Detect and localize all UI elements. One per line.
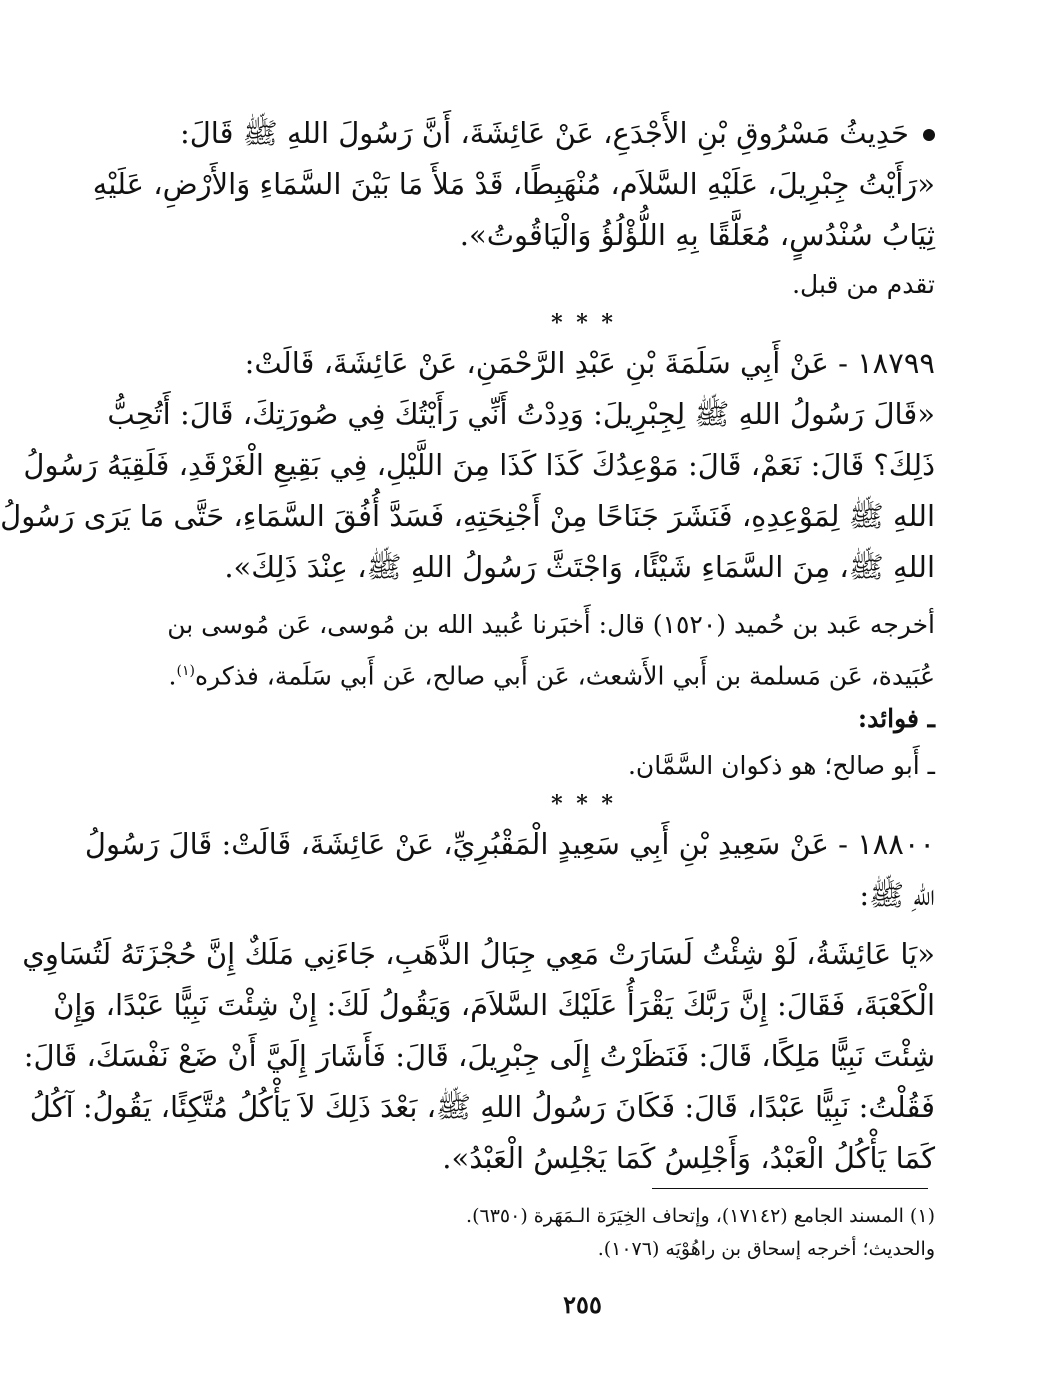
- hadith-heading: ١٨٨٠٠ - عَنْ سَعِيدِ بْنِ أَبِي سَعِيدٍ الْمَقْبُرِيِّ، عَنْ عَائِشَةَ، قَالَتْ: قَالَ رَسُولُ: [84, 827, 935, 861]
- takhrij-line: عُبَيدة، عَن مَسلمة بن أَبي الأَشعث، عَن أَبي صالح، عَن أَبي سَلَمة، فذكره$^{(١)}$.: [168, 661, 935, 691]
- footnote-reference[interactable]: (١): [176, 663, 195, 679]
- page-number: ٢٥٥: [563, 1290, 602, 1319]
- hadith-line: اللهِ ﷺ لِمَوْعِدِهِ، فَنَشَرَ جَنَاحًا مِنْ أَجْنِحَتِهِ، فَسَدَّ أُفُقَ السَّمَاءِ، حَتَّى مَا يَرَى رَسُولُ: [0, 499, 935, 533]
- hadith-line: الْكَعْبَةَ، فَقَالَ: إِنَّ رَبَّكَ يَقْرَأُ عَلَيْكَ السَّلاَمَ، وَيَقُولُ لَكَ: إِنْ شِئْتَ نَبِيًّا عَبْدًا، وَإِنْ: [53, 988, 935, 1022]
- hadith-line: كَمَا يَأْكُلُ الْعَبْدُ، وَأَجْلِسُ كَمَا يَجْلِسُ الْعَبْدُ».: [442, 1141, 935, 1175]
- footnote-item: والحديث؛ أخرجه إسحاق بن راهُوْيَه (١٠٧٦).: [597, 1238, 935, 1260]
- hadith-line: شِئْتَ نَبِيًّا مَلِكًا، قَالَ: فَنَظَرْتُ إِلَى جِبْرِيلَ، قَالَ: فَأَشَارَ إِلَيَّ أَنْ ضَعْ نَفْسَكَ، قَالَ:: [23, 1039, 935, 1073]
- hadith-line: «يَا عَائِشَةُ، لَوْ شِئْتُ لَسَارَتْ مَعِي جِبَالُ الذَّهَبِ، جَاءَنِي مَلَكٌ إِنَّ حُجْزَتَهُ لَتُسَاوِي: [22, 937, 935, 971]
- section-separator: * * *: [551, 310, 616, 336]
- hadith-line: حَدِيثُ مَسْرُوقِ بْنِ الأَجْدَعِ، عَنْ عَائِشَةَ، أَنَّ رَسُولَ اللهِ ﷺ قَالَ:: [232, 108, 935, 159]
- hadith-line: «قَالَ رَسُولُ اللهِ ﷺ لِجِبْرِيلَ: وَدِدْتُ أَنِّي رَأَيْتُكَ فِي صُورَتِكَ، قَالَ: أَتُحِبُّ: [107, 397, 935, 431]
- hadith-masruq: [92, 108, 935, 308]
- takhrij-line: أخرجه عَبد بن حُميد (١٥٢٠) قال: أَخبَرنا عُبيد الله بن مُوسى، عَن مُوسى بن: [167, 610, 935, 639]
- footnote-divider: [652, 1188, 928, 1189]
- hadith-18800: [22, 819, 935, 1184]
- section-separator: * * *: [551, 791, 616, 817]
- bullet-icon: [923, 129, 935, 141]
- hadith-heading: ١٨٧٩٩ - عَنْ أَبِي سَلَمَةَ بْنِ عَبْدِ الرَّحْمَنِ، عَنْ عَائِشَةَ، قَالَتْ:: [244, 346, 935, 380]
- fawaid-heading: ـ فوائد:: [857, 704, 935, 733]
- footnote-item: (١) المسند الجامع (١٧١٤٢)، وإتحاف الخِيَرَة الـمَهَرة (٦٣٥٠).: [466, 1205, 935, 1227]
- fawaid-item: ـ أَبو صالح؛ هو ذكوان السَّمَّان.: [627, 751, 935, 780]
- hadith-line: اللهِ ﷺ:: [859, 878, 935, 912]
- hadith-line: ثِيَابُ سُنْدُسٍ، مُعَلَّقًا بِهِ اللُّؤْلُؤُ وَالْيَاقُوتُ».: [459, 218, 935, 252]
- hadith-note: تقدم من قبل.: [792, 270, 935, 299]
- hadith-line: اللهِ ﷺ، مِنَ السَّمَاءِ شَيْئًا، وَاجْتَثَّ رَسُولُ اللهِ ﷺ، عِنْدَ ذَلِكَ».: [224, 550, 935, 584]
- hadith-line: فَقُلْتُ: نَبِيًّا عَبْدًا، قَالَ: فَكَانَ رَسُولُ اللهِ ﷺ، بَعْدَ ذَلِكَ لاَ يَأْكُلُ مُتَّكِئًا، يَقُولُ: آكُلُ: [29, 1090, 935, 1124]
- hadith-line: ذَلِكَ؟ قَالَ: نَعَمْ، قَالَ: مَوْعِدُكَ كَذَا كَذَا مِنَ اللَّيْلِ، فِي بَقِيعِ الْغَرْقَدِ، فَلَقِيَهُ رَسُولُ: [23, 448, 935, 482]
- hadith-18799: [0, 338, 935, 789]
- footnotes: [232, 1200, 935, 1266]
- hadith-line: «رَأَيْتُ جِبْرِيلَ، عَلَيْهِ السَّلاَم، مُنْهَبِطًا، قَدْ مَلأَ مَا بَيْنَ السَّمَاءِ وَالأَرْضِ، عَلَيْهِ: [92, 167, 935, 201]
